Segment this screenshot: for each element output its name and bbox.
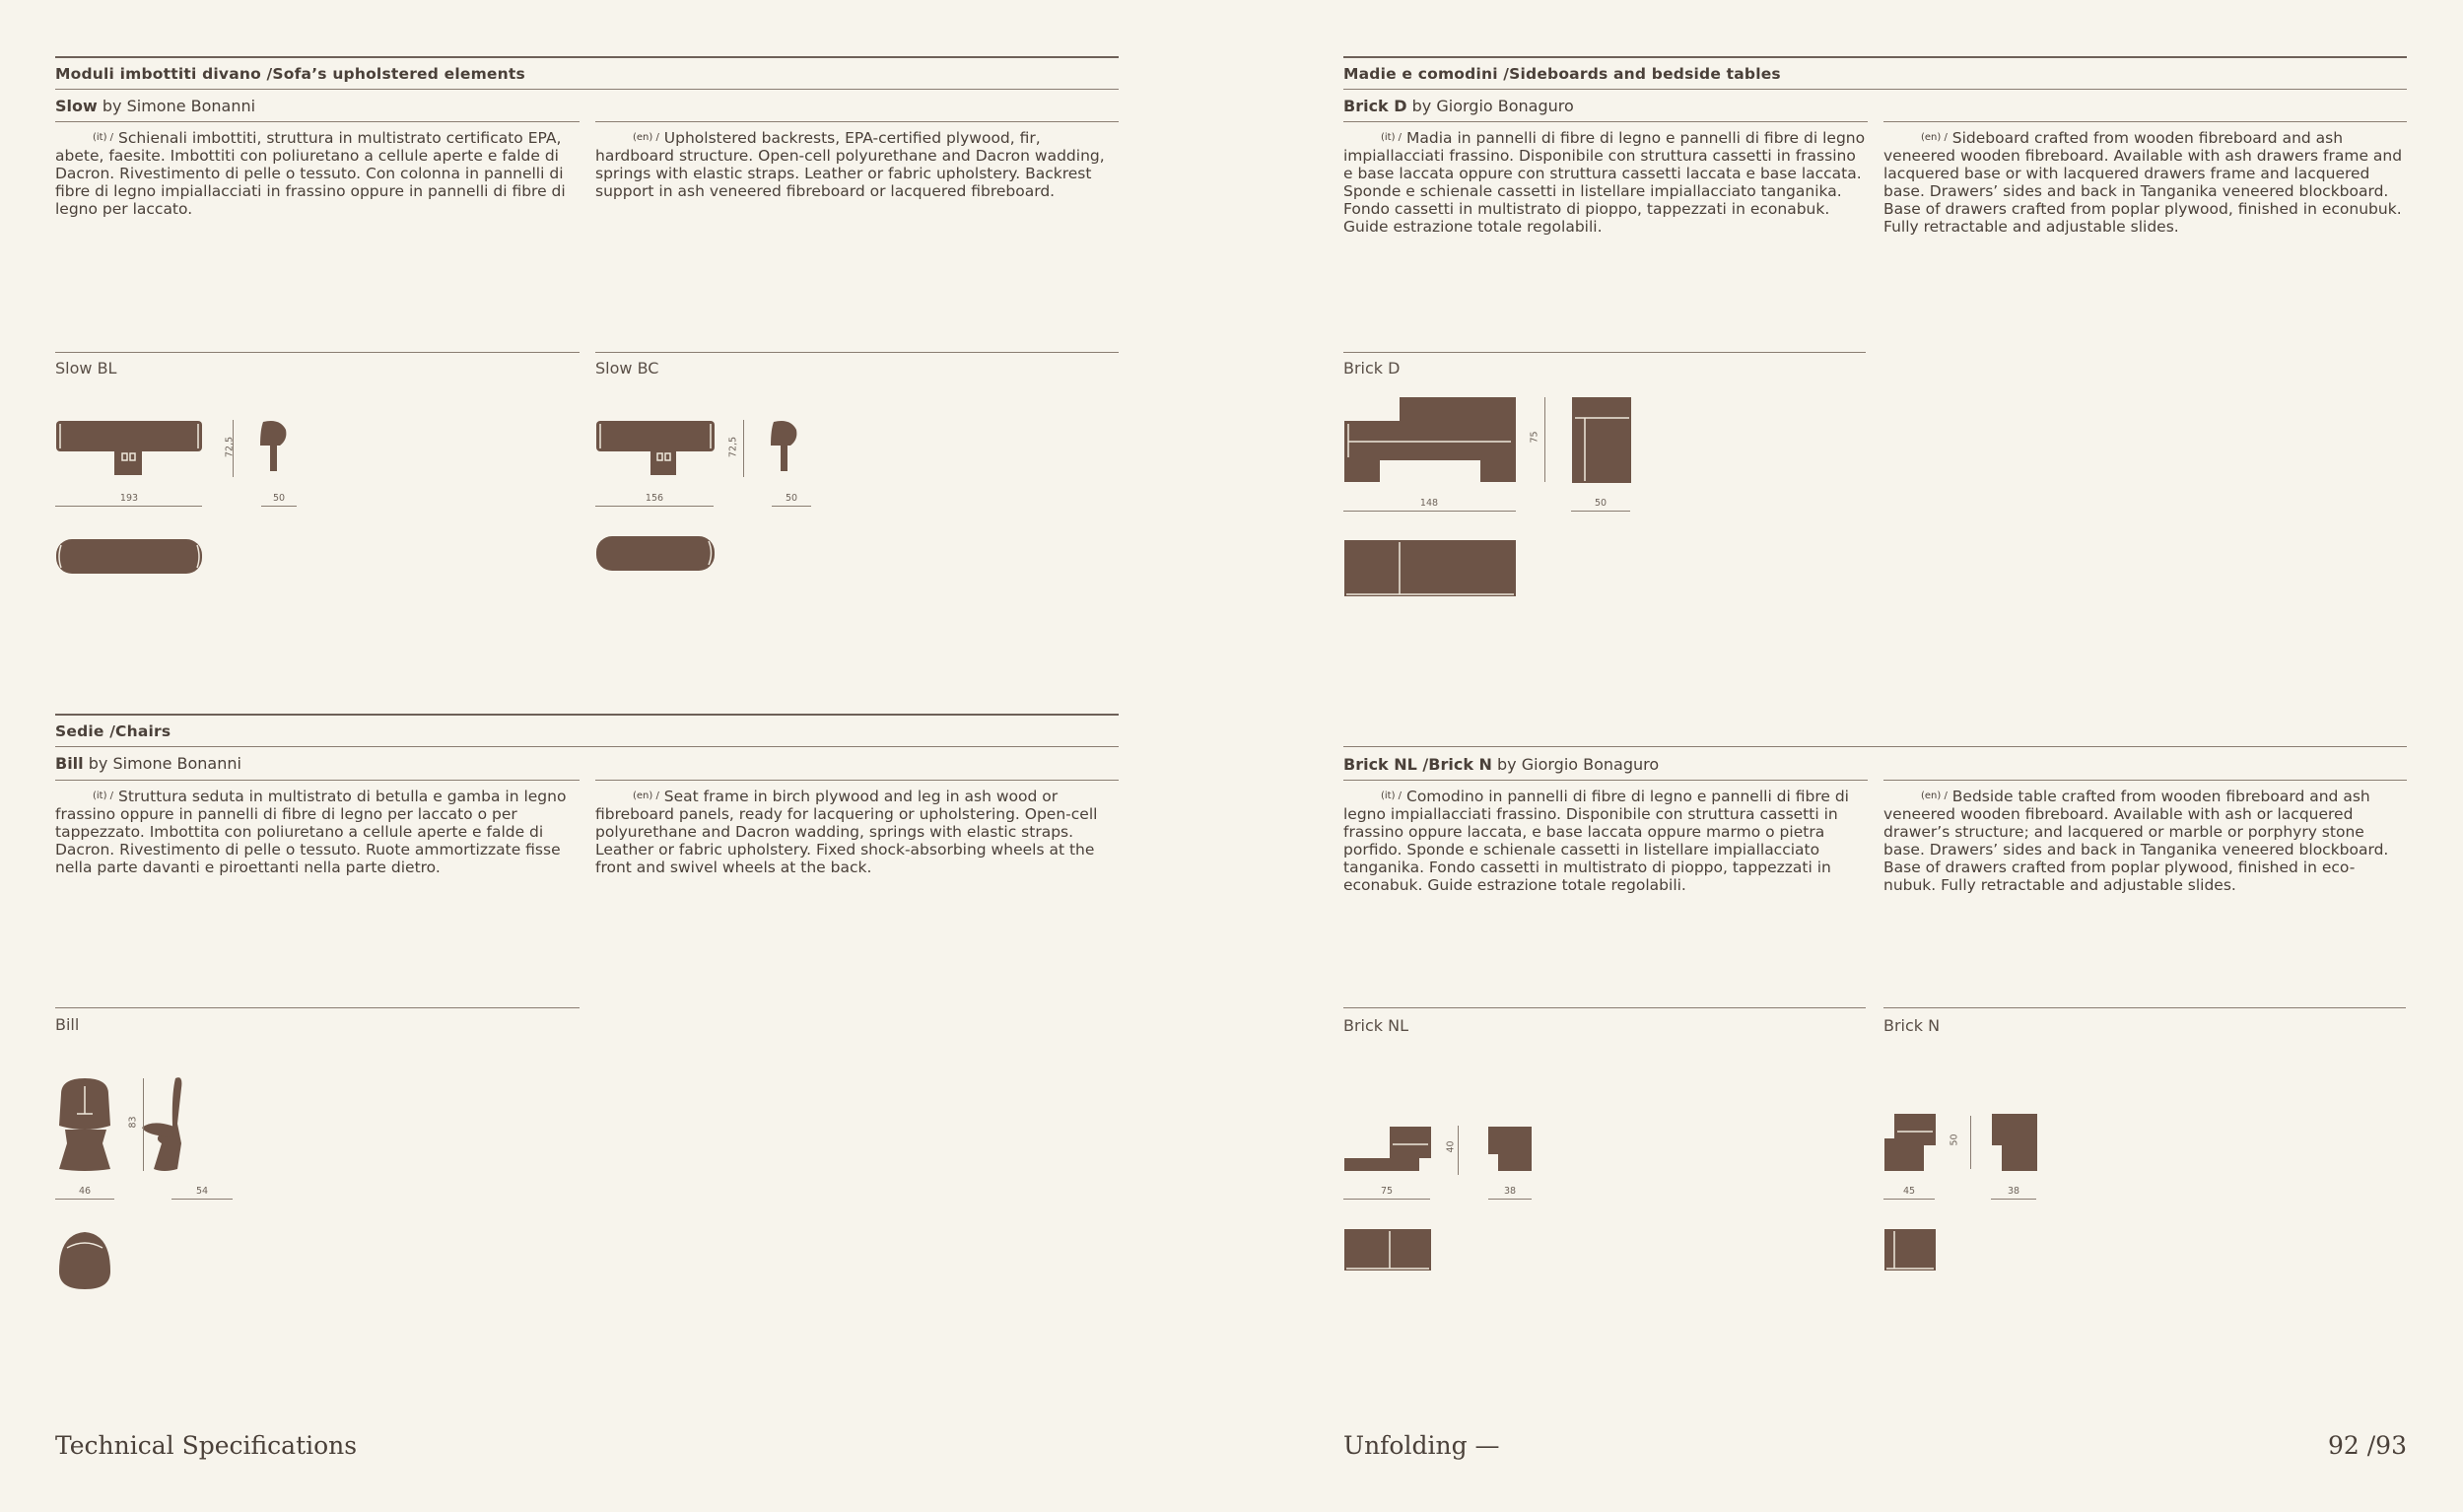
side-view <box>1488 1127 1532 1154</box>
lang-tag-en: (en) / <box>633 132 659 143</box>
dim-depth: 54 <box>195 1186 209 1197</box>
description-text: Upholstered backrests, EPA-certified plywood, fir, hardboard structure. Open-cell polyurethane and Dacron wadding, springs with elastic straps. Leather or fabric upholstery. Backrest support in ash veneered fibreboard or lacquered fibreboard. <box>595 129 1105 200</box>
footer-title: Unfolding — <box>1343 1431 1500 1460</box>
drawer-upper <box>1894 1114 1936 1132</box>
dim-line <box>1991 1199 2036 1200</box>
product-title-bill <box>55 754 241 773</box>
dim-line <box>1458 1126 1459 1175</box>
dim-height: 75 <box>1529 431 1540 444</box>
lang-tag-en: (en) / <box>1921 790 1948 801</box>
lang-tag-it: (it) / <box>93 132 114 143</box>
section-top-rule <box>1343 746 2407 747</box>
product-title-brick-nl-n <box>1343 755 1659 774</box>
description-it <box>55 788 580 876</box>
base <box>1344 1158 1419 1171</box>
leg-left <box>1344 460 1380 482</box>
designer: by Giorgio Bonaguro <box>1497 755 1660 774</box>
divider <box>55 780 580 781</box>
divider <box>55 89 1119 90</box>
dim-line <box>772 506 811 507</box>
dim-line <box>171 1199 233 1200</box>
lang-tag-it: (it) / <box>1381 132 1403 143</box>
dim-line <box>1544 397 1545 482</box>
description-it <box>55 129 580 218</box>
dim-width: 193 <box>119 493 139 504</box>
divider <box>1343 1007 1866 1008</box>
chair-front-base <box>59 1130 110 1171</box>
model-label-brick-nl: Brick NL <box>1343 1016 1409 1035</box>
backrest-front-view <box>596 421 715 451</box>
lang-tag-en: (en) / <box>633 790 659 801</box>
divider <box>595 780 1119 781</box>
side-base <box>2002 1145 2037 1171</box>
divider <box>595 121 1119 122</box>
dim-line <box>1970 1116 1971 1169</box>
dim-line <box>595 506 714 507</box>
dim-height: 50 <box>1949 1134 1960 1146</box>
dim-width: 75 <box>1380 1186 1394 1197</box>
dim-depth: 50 <box>272 493 286 504</box>
designer: by Giorgio Bonaguro <box>1411 97 1574 115</box>
top-view <box>1344 540 1516 596</box>
lang-tag-it: (it) / <box>1381 790 1403 801</box>
description-text: Madia in pannelli di fibre di legno e pannelli di fibre di legno impiallacciati frassino. Disponibile con struttura cassetti in frassino e base laccata oppure con struttura cassetti laccata e base laccata. Sponde e schienale cassetti in listellare impiallacciato tanganika. Fondo cassetti in multistrato di pioppo, tappezzati in econabuk. Guide estrazione totale regolabili. <box>1343 129 1866 236</box>
dim-depth: 50 <box>785 493 798 504</box>
model-label-brick-n: Brick N <box>1883 1016 1941 1035</box>
top-drawer <box>1400 397 1516 421</box>
backrest-top-view <box>56 539 202 574</box>
side-base <box>1498 1154 1532 1171</box>
drawer-lower <box>1390 1144 1431 1158</box>
page-numbers: 92 /93 <box>2328 1431 2407 1460</box>
support-side <box>270 446 277 471</box>
description-it <box>1343 129 1868 236</box>
description-en <box>1883 788 2407 894</box>
dim-height: 72,5 <box>727 436 739 458</box>
description-en <box>595 129 1119 200</box>
product-name: Bill <box>55 754 84 773</box>
product-name: Brick NL /Brick N <box>1343 755 1492 774</box>
section-top-rule <box>1343 56 2407 58</box>
backrest-side-view <box>771 421 796 446</box>
footer-title: Technical Specifications <box>55 1431 358 1460</box>
top-view <box>1884 1229 1936 1271</box>
dim-depth: 38 <box>2007 1186 2020 1197</box>
divider <box>55 121 580 122</box>
support-column <box>114 451 142 475</box>
drawer-upper <box>1390 1127 1431 1144</box>
dim-line <box>55 506 202 507</box>
backrest-top-view <box>596 536 715 571</box>
dim-line <box>743 420 744 477</box>
dim-height: 40 <box>1445 1140 1457 1153</box>
divider <box>1883 121 2407 122</box>
model-label-bill: Bill <box>55 1015 80 1034</box>
divider <box>595 352 1119 353</box>
dim-width: 156 <box>645 493 664 504</box>
support-column <box>650 451 676 475</box>
dim-width: 46 <box>78 1186 92 1197</box>
lang-tag-it: (it) / <box>93 790 114 801</box>
support-side <box>781 446 787 471</box>
product-title-brick-d <box>1343 97 1574 115</box>
section-top-rule <box>55 714 1119 716</box>
description-it <box>1343 788 1868 894</box>
description-text: Seat frame in birch plywood and leg in ash wood or fibreboard panels, ready for lacquering or upholstering. Open-cell polyurethane and Dacron wadding, springs with elastic straps. Leather or fabric upholstery. Fixed shock-absorbing wheels at the front and swivel wheels at the back. <box>595 788 1098 876</box>
divider <box>55 746 1119 747</box>
description-text: Schienali imbottiti, struttura in multistrato certificato EPA, abete, faesite. Imbottiti con poliuretano a cellule aperte e falde di Dacron. Rivestimento di pelle o tessuto. Con colonna in pannelli di fibre di legno impiallacciati in frassino oppure in pannelli di fibre di legno per laccato. <box>55 129 566 218</box>
dim-line <box>261 506 297 507</box>
backrest-side-view <box>260 421 286 446</box>
base <box>1884 1138 1924 1171</box>
divider <box>55 352 580 353</box>
dim-line <box>143 1078 144 1171</box>
section-heading-chairs: Sedie /Chairs <box>55 722 171 740</box>
sideboard-body <box>1344 421 1516 460</box>
designer: by Simone Bonanni <box>102 97 256 115</box>
description-en <box>1883 129 2407 236</box>
model-label-slow-bl: Slow BL <box>55 359 117 378</box>
product-title-slow <box>55 97 255 115</box>
designer: by Simone Bonanni <box>88 754 241 773</box>
product-name: Brick D <box>1343 97 1407 115</box>
chair-top-view <box>59 1232 110 1289</box>
section-heading-sofa: Moduli imbottiti divano /Sofa’s upholstered elements <box>55 65 525 83</box>
lang-tag-en: (en) / <box>1921 132 1948 143</box>
divider <box>1343 780 1868 781</box>
dim-height: 72,5 <box>224 436 236 458</box>
divider <box>1343 121 1868 122</box>
dim-width: 148 <box>1419 498 1439 509</box>
divider <box>1343 352 1866 353</box>
description-en <box>595 788 1119 876</box>
side-view <box>1992 1114 2037 1145</box>
dim-line <box>1571 511 1630 512</box>
dim-line <box>1883 1199 1935 1200</box>
dim-width: 45 <box>1902 1186 1916 1197</box>
dim-height: 83 <box>127 1116 139 1129</box>
dim-line <box>1343 1199 1430 1200</box>
model-label-brick-d: Brick D <box>1343 359 1401 378</box>
dim-line <box>1488 1199 1532 1200</box>
dim-line <box>1343 511 1516 512</box>
top-view <box>1344 1229 1431 1271</box>
divider <box>55 1007 580 1008</box>
backrest-front-view <box>56 421 202 451</box>
model-label-slow-bc: Slow BC <box>595 359 659 378</box>
description-text: Struttura seduta in multistrato di betulla e gamba in legno frassino oppure in pannelli di fibre di legno per laccato o per tappezzato. Imbottita con poliuretano a cellule aperte e falde di Dacron. Rivestimento di pelle o tessuto. Ruote ammortizzate fisse nella parte davanti e piroettanti nella parte dietro. <box>55 788 567 876</box>
section-heading-sideboards: Madie e comodini /Sideboards and bedside tables <box>1343 65 1781 83</box>
description-text: Sideboard crafted from wooden fibreboard and ash veneered wooden fibreboard. Available with ash drawers frame and lacquered base or with lacquered drawers frame and lacquered base. Drawers’ sides and back in Tanganika veneered blockboard. Base of drawers crafted from poplar plywood, finished in econubuk. Fully retractable and adjustable slides. <box>1883 129 2403 236</box>
divider <box>1883 780 2407 781</box>
divider <box>1883 1007 2406 1008</box>
description-text: Comodino in pannelli di fibre di legno e pannelli di fibre di legno impiallacciati frassino. Disponibile con struttura cassetti in frassino oppure laccata, e base laccata oppure marmo o pietra porfido. Sponde e schienale cassetti in listellare impiallacciato tanganika. Fondo cassetti in multistrato di pioppo, tappezzati in econabuk. Guide estrazione totale regolabili. <box>1343 788 1849 894</box>
section-top-rule <box>55 56 1119 58</box>
leg-right <box>1480 460 1516 482</box>
description-text: Bedside table crafted from wooden fibreboard and ash veneered wooden fibreboard. Available with ash or lacquered drawer’s structure; and lacquered or marble or porphyry stone base. Drawers’ sides and back in Tanganika veneered blockboard. Base of drawers crafted from poplar plywood, finished in eco-nubuk. Fully retractable and adjustable slides. <box>1883 788 2389 894</box>
divider <box>1343 89 2407 90</box>
dim-line <box>55 1199 114 1200</box>
product-name: Slow <box>55 97 98 115</box>
dim-depth: 50 <box>1594 498 1608 509</box>
side-view <box>1572 397 1631 483</box>
dim-depth: 38 <box>1503 1186 1517 1197</box>
